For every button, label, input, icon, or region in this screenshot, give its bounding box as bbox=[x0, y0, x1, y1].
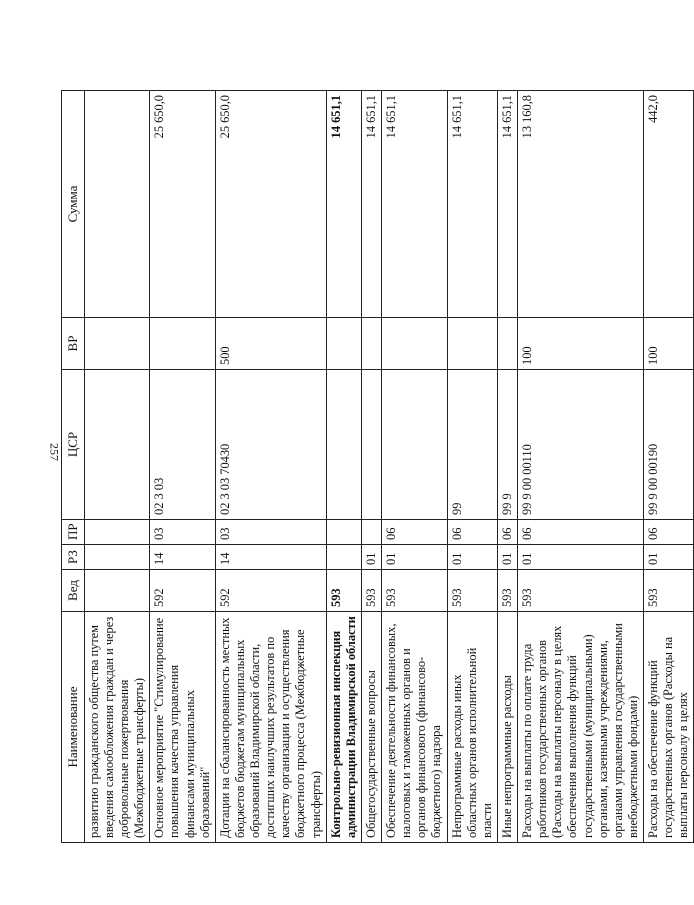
cell-sum bbox=[84, 91, 150, 318]
col-header-sum: Сумма bbox=[62, 91, 85, 318]
cell-rz: 01 bbox=[644, 545, 694, 570]
cell-name: Дотации на сбалансированность местных бюджетов бюджетам муниципальных образований Владимирской области, достигших наилучших результатов по качеству организации и осуществления бюджетного процесса (Межбюджетные трансферты) bbox=[215, 612, 326, 843]
cell-name: Непрограммные расходы иных областных органов исполнительной власти bbox=[447, 612, 497, 843]
table-row bbox=[150, 91, 216, 843]
cell-name: Общегосударственные вопросы bbox=[361, 612, 381, 843]
col-header-rz: РЗ bbox=[62, 545, 85, 570]
cell-pr: 06 bbox=[518, 520, 644, 545]
table-row bbox=[84, 91, 150, 843]
col-header-vr: ВР bbox=[62, 318, 85, 370]
cell-rz bbox=[84, 545, 150, 570]
cell-sum: 13 160,8 bbox=[518, 91, 644, 318]
cell-vr: 100 bbox=[518, 318, 644, 370]
cell-csr bbox=[326, 370, 361, 520]
cell-vr bbox=[382, 318, 448, 370]
cell-vr bbox=[497, 318, 517, 370]
cell-vr: 500 bbox=[215, 318, 326, 370]
table-row bbox=[326, 91, 361, 843]
cell-ved bbox=[84, 570, 150, 612]
cell-rz: 01 bbox=[361, 545, 381, 570]
cell-csr: 99 bbox=[447, 370, 497, 520]
col-header-ved: Вед bbox=[62, 570, 85, 612]
cell-ved: 593 bbox=[518, 570, 644, 612]
cell-csr: 99 9 00 00190 bbox=[644, 370, 694, 520]
cell-name: Обеспечение деятельности финансовых, налоговых и таможенных органов и органов финансового (финансово-бюджетного) надзора bbox=[382, 612, 448, 843]
table-row bbox=[497, 91, 517, 843]
cell-csr bbox=[361, 370, 381, 520]
cell-sum: 14 651,1 bbox=[497, 91, 517, 318]
cell-ved: 593 bbox=[326, 570, 361, 612]
cell-vr bbox=[447, 318, 497, 370]
cell-name: Расходы на выплаты по оплате труда работников государственных органов (Расходы на выплаты персоналу в целях обеспечения выполнения функций государственными (муниципальными) органами, казенными учреждениями, органами управления государственными внебюджетными фондами) bbox=[518, 612, 644, 843]
cell-sum: 14 651,1 bbox=[326, 91, 361, 318]
cell-name: Контрольно-ревизионная инспекция администрации Владимирской области bbox=[326, 612, 361, 843]
cell-rz: 14 bbox=[150, 545, 216, 570]
cell-csr bbox=[84, 370, 150, 520]
col-header-pr: ПР bbox=[62, 520, 85, 545]
table-row bbox=[518, 91, 644, 843]
cell-pr: 06 bbox=[644, 520, 694, 545]
cell-vr bbox=[326, 318, 361, 370]
cell-csr: 99 9 00 00110 bbox=[518, 370, 644, 520]
cell-pr: 06 bbox=[447, 520, 497, 545]
cell-pr bbox=[84, 520, 150, 545]
table-row bbox=[361, 91, 381, 843]
cell-pr: 03 bbox=[215, 520, 326, 545]
col-header-name: Наименование bbox=[62, 612, 85, 843]
table-row bbox=[382, 91, 448, 843]
cell-ved: 592 bbox=[215, 570, 326, 612]
cell-ved: 593 bbox=[361, 570, 381, 612]
cell-rz: 14 bbox=[215, 545, 326, 570]
cell-sum: 25 650,0 bbox=[150, 91, 216, 318]
cell-pr: 06 bbox=[382, 520, 448, 545]
cell-name: Иные непрограммные расходы bbox=[497, 612, 517, 843]
cell-rz bbox=[326, 545, 361, 570]
cell-csr: 02 3 03 bbox=[150, 370, 216, 520]
table-row bbox=[644, 91, 694, 843]
cell-sum: 442,0 bbox=[644, 91, 694, 318]
cell-ved: 593 bbox=[447, 570, 497, 612]
cell-name: развитию гражданского общества путем введения самообложения граждан и через добровольные пожертвования (Межбюджетные трансферты) bbox=[84, 612, 150, 843]
cell-vr bbox=[361, 318, 381, 370]
cell-pr: 03 bbox=[150, 520, 216, 545]
cell-ved: 592 bbox=[150, 570, 216, 612]
cell-vr: 100 bbox=[644, 318, 694, 370]
cell-ved: 593 bbox=[382, 570, 448, 612]
cell-sum: 14 651,1 bbox=[382, 91, 448, 318]
cell-rz: 01 bbox=[497, 545, 517, 570]
cell-vr bbox=[150, 318, 216, 370]
budget-table-container bbox=[61, 91, 691, 843]
cell-sum: 25 650,0 bbox=[215, 91, 326, 318]
table-row bbox=[215, 91, 326, 843]
cell-csr: 99 9 bbox=[497, 370, 517, 520]
cell-csr: 02 3 03 70430 bbox=[215, 370, 326, 520]
page-number: 257 bbox=[47, 443, 62, 461]
cell-pr: 06 bbox=[497, 520, 517, 545]
cell-rz: 01 bbox=[382, 545, 448, 570]
cell-pr bbox=[326, 520, 361, 545]
col-header-csr: ЦСР bbox=[62, 370, 85, 520]
cell-rz: 01 bbox=[518, 545, 644, 570]
cell-sum: 14 651,1 bbox=[447, 91, 497, 318]
cell-pr bbox=[361, 520, 381, 545]
table-row bbox=[447, 91, 497, 843]
cell-csr bbox=[382, 370, 448, 520]
cell-rz: 01 bbox=[447, 545, 497, 570]
budget-table bbox=[61, 90, 694, 843]
cell-name: Основное мероприятие "Стимулирование повышения качества управления финансами муниципальных образований" bbox=[150, 612, 216, 843]
cell-name: Расходы на обеспечение функций государственных органов (Расходы на выплаты персоналу в целях bbox=[644, 612, 694, 843]
cell-ved: 593 bbox=[644, 570, 694, 612]
cell-ved: 593 bbox=[497, 570, 517, 612]
cell-sum: 14 651,1 bbox=[361, 91, 381, 318]
table-header bbox=[62, 91, 85, 843]
cell-vr bbox=[84, 318, 150, 370]
